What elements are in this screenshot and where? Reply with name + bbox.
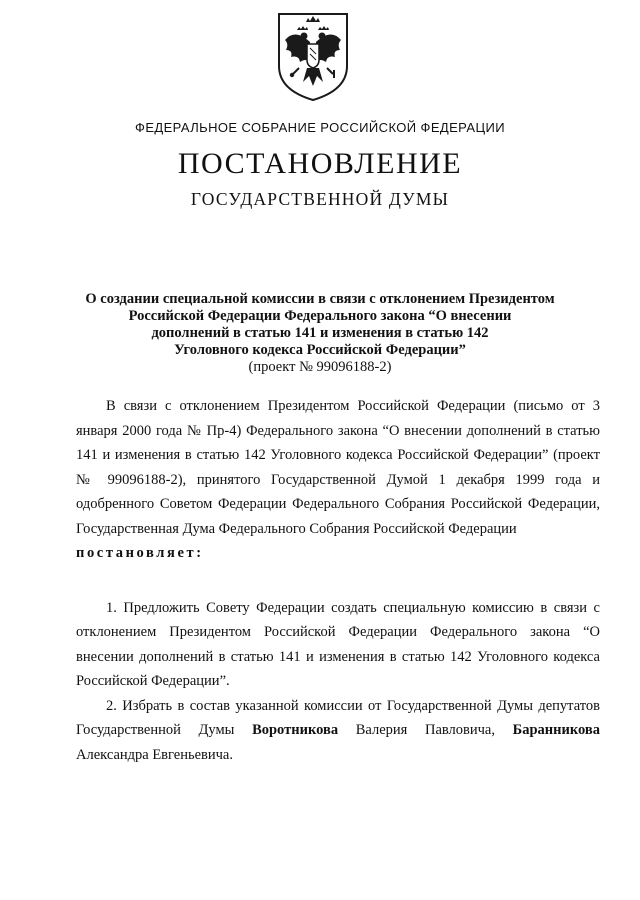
heading-line: Уголовного кодекса Российской Федерации” xyxy=(174,342,466,358)
resolves-word: постановляет: xyxy=(76,545,204,561)
item-1: 1. Предложить Совету Федерации создать специальную комиссию в связи с отклонением Президентом Российской Федерации Федерального закона “О внесении дополнений в статью 141 и изменения в статью 142 Уголовного кодекса Российской Федерации”. xyxy=(76,599,600,689)
project-number: (проект № 99096188-2) xyxy=(248,359,392,375)
organization-name: ФЕДЕРАЛЬНОЕ СОБРАНИЕ РОССИЙСКОЙ ФЕДЕРАЦИИ xyxy=(135,120,505,135)
item-2-text: Александра Евгеньевича. xyxy=(76,746,233,763)
document-title: ПОСТАНОВЛЕНИЕ xyxy=(177,147,463,180)
item-2 xyxy=(76,694,600,768)
heading-line: дополнений в статью 141 и изменения в статью 142 xyxy=(151,325,489,341)
document-body xyxy=(76,394,600,767)
coat-of-arms-icon xyxy=(273,10,353,102)
item-2-text: 2. Избрать в состав указанной комиссии от Государственной Думы депутатов Государственной Думы xyxy=(76,697,600,738)
intro-paragraph: В связи с отклонением Президентом Российской Федерации (письмо от 3 января 2000 года № Пр-4) Федерального закона “О внесении дополнений в статью 141 и изменения в статью 142 Уголовного кодекса Российской Федерации” (проект № 99096188-2), принятого Государственной Думой 1 декабря 1999 года и одобренного Советом Федерации Федерального Собрания Российской Федерации, Государственная Дума Федерального Собрания Российской Федерации xyxy=(76,398,600,537)
resolution-heading xyxy=(80,291,560,359)
heading-line: О создании специальной комиссии в связи с отклонением Президентом xyxy=(85,291,555,307)
deputy-surname-1: Воротникова xyxy=(252,722,339,738)
document-subtitle: ГОСУДАРСТВЕННОЙ ДУМЫ xyxy=(190,189,450,209)
item-2-text: Валерия Павловича, xyxy=(338,722,513,738)
heading-line: Российской Федерации Федерального закона “О внесении xyxy=(128,308,512,324)
deputy-surname-2: Баранникова xyxy=(512,722,601,738)
